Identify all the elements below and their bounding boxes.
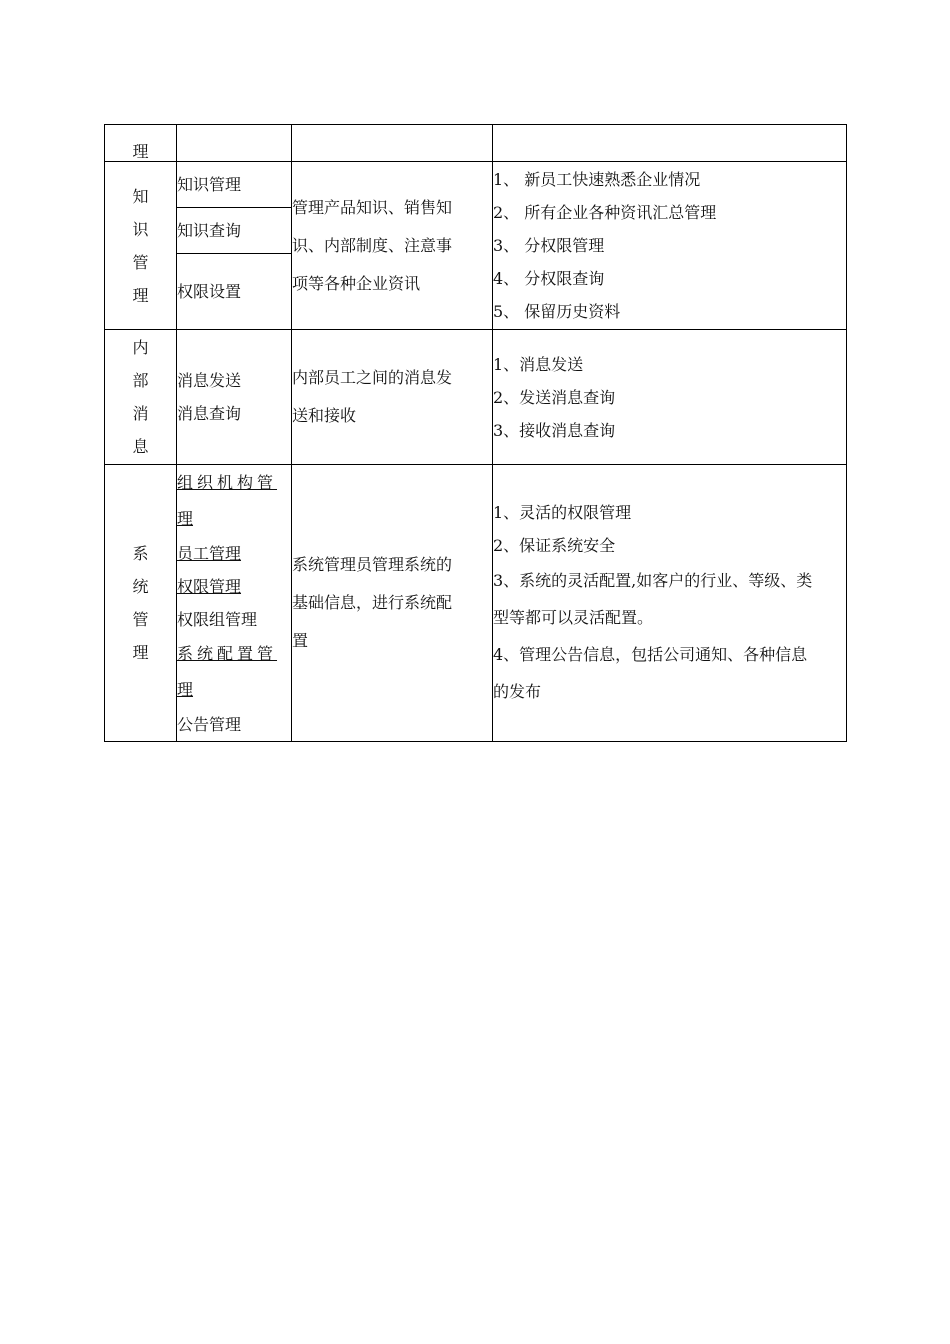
subitems-messages xyxy=(177,330,292,465)
table-row-messages xyxy=(105,330,847,465)
category-char: 内 xyxy=(132,338,149,357)
description-knowledge xyxy=(292,162,493,330)
subitems-system xyxy=(177,465,292,742)
description-line: 管理产品知识、销售知 xyxy=(292,197,453,217)
category-cell-messages xyxy=(105,330,177,465)
description-line: 置 xyxy=(292,631,309,650)
function-table xyxy=(104,124,847,742)
features-system xyxy=(493,465,847,742)
category-char: 理 xyxy=(132,285,149,305)
table-row-top xyxy=(105,125,847,162)
category-char: 识 xyxy=(132,219,149,239)
features-knowledge xyxy=(493,162,847,330)
feature-line: 3、系统的灵活配置,如客户的行业、等级、类 xyxy=(493,571,813,590)
description-line: 送和接收 xyxy=(292,406,357,425)
subitem-message-query: 消息查询 xyxy=(177,404,242,423)
subitem-permission-settings: 权限设置 xyxy=(177,254,292,330)
category-char: 息 xyxy=(132,437,149,456)
description-line: 系统管理员管理系统的 xyxy=(292,555,453,574)
subitem-system-config-cont: 理 xyxy=(177,680,194,699)
subitem-cell-top xyxy=(177,125,292,162)
category-char: 管 xyxy=(132,252,149,272)
feature-cell-top xyxy=(493,125,847,162)
description-line: 识、内部制度、注意事 xyxy=(292,235,453,255)
feature-line: 3、 分权限管理 xyxy=(493,236,605,255)
description-messages xyxy=(292,330,493,465)
category-char: 消 xyxy=(132,404,149,423)
category-char: 理 xyxy=(132,142,149,161)
subitem-system-config: 系统配置管 xyxy=(177,644,278,663)
subitem-knowledge-query: 知识查询 xyxy=(177,208,292,254)
description-cell-top xyxy=(292,125,493,162)
description-system xyxy=(292,465,493,742)
feature-line: 1、 新员工快速熟悉企业情况 xyxy=(493,170,701,189)
description-line: 内部员工之间的消息发 xyxy=(292,368,453,387)
feature-line: 的发布 xyxy=(493,682,542,701)
category-char: 系 xyxy=(132,544,149,563)
subitem-org-structure-cont: 理 xyxy=(177,509,194,528)
feature-line: 型等都可以灵活配置。 xyxy=(493,608,654,627)
feature-line: 4、 分权限查询 xyxy=(493,269,605,288)
category-char: 知 xyxy=(132,186,149,206)
subitem-permission-management: 权限管理 xyxy=(177,577,242,596)
feature-line: 5、 保留历史资料 xyxy=(493,302,621,321)
description-line: 基础信息，进行系统配 xyxy=(292,593,453,612)
category-char: 理 xyxy=(132,643,149,662)
feature-line: 1、灵活的权限管理 xyxy=(493,503,632,522)
category-cell-knowledge xyxy=(105,162,177,330)
table-row-knowledge xyxy=(105,162,847,208)
category-cell-system xyxy=(105,465,177,742)
category-char: 统 xyxy=(132,577,149,596)
subitem-knowledge-manage: 知识管理 xyxy=(177,162,292,208)
feature-line: 3、接收消息查询 xyxy=(493,420,616,440)
category-char: 管 xyxy=(132,610,149,629)
subitem-notice-management: 公告管理 xyxy=(177,715,242,734)
category-cell-top xyxy=(105,125,177,162)
table-row-system xyxy=(105,465,847,742)
feature-line: 2、 所有企业各种资讯汇总管理 xyxy=(493,203,717,222)
category-char: 部 xyxy=(132,371,149,390)
feature-line: 2、保证系统安全 xyxy=(493,536,616,555)
feature-line: 1、消息发送 xyxy=(493,354,584,374)
features-messages xyxy=(493,330,847,465)
feature-line: 2、发送消息查询 xyxy=(493,387,616,407)
subitem-message-send: 消息发送 xyxy=(177,371,242,390)
description-line: 项等各种企业资讯 xyxy=(292,273,421,293)
subitem-org-structure: 组织机构管 xyxy=(177,473,278,492)
subitem-staff-management: 员工管理 xyxy=(177,544,242,563)
subitem-permission-group-management: 权限组管理 xyxy=(177,610,258,629)
feature-line: 4、管理公告信息，包括公司通知、各种信息 xyxy=(493,645,808,664)
